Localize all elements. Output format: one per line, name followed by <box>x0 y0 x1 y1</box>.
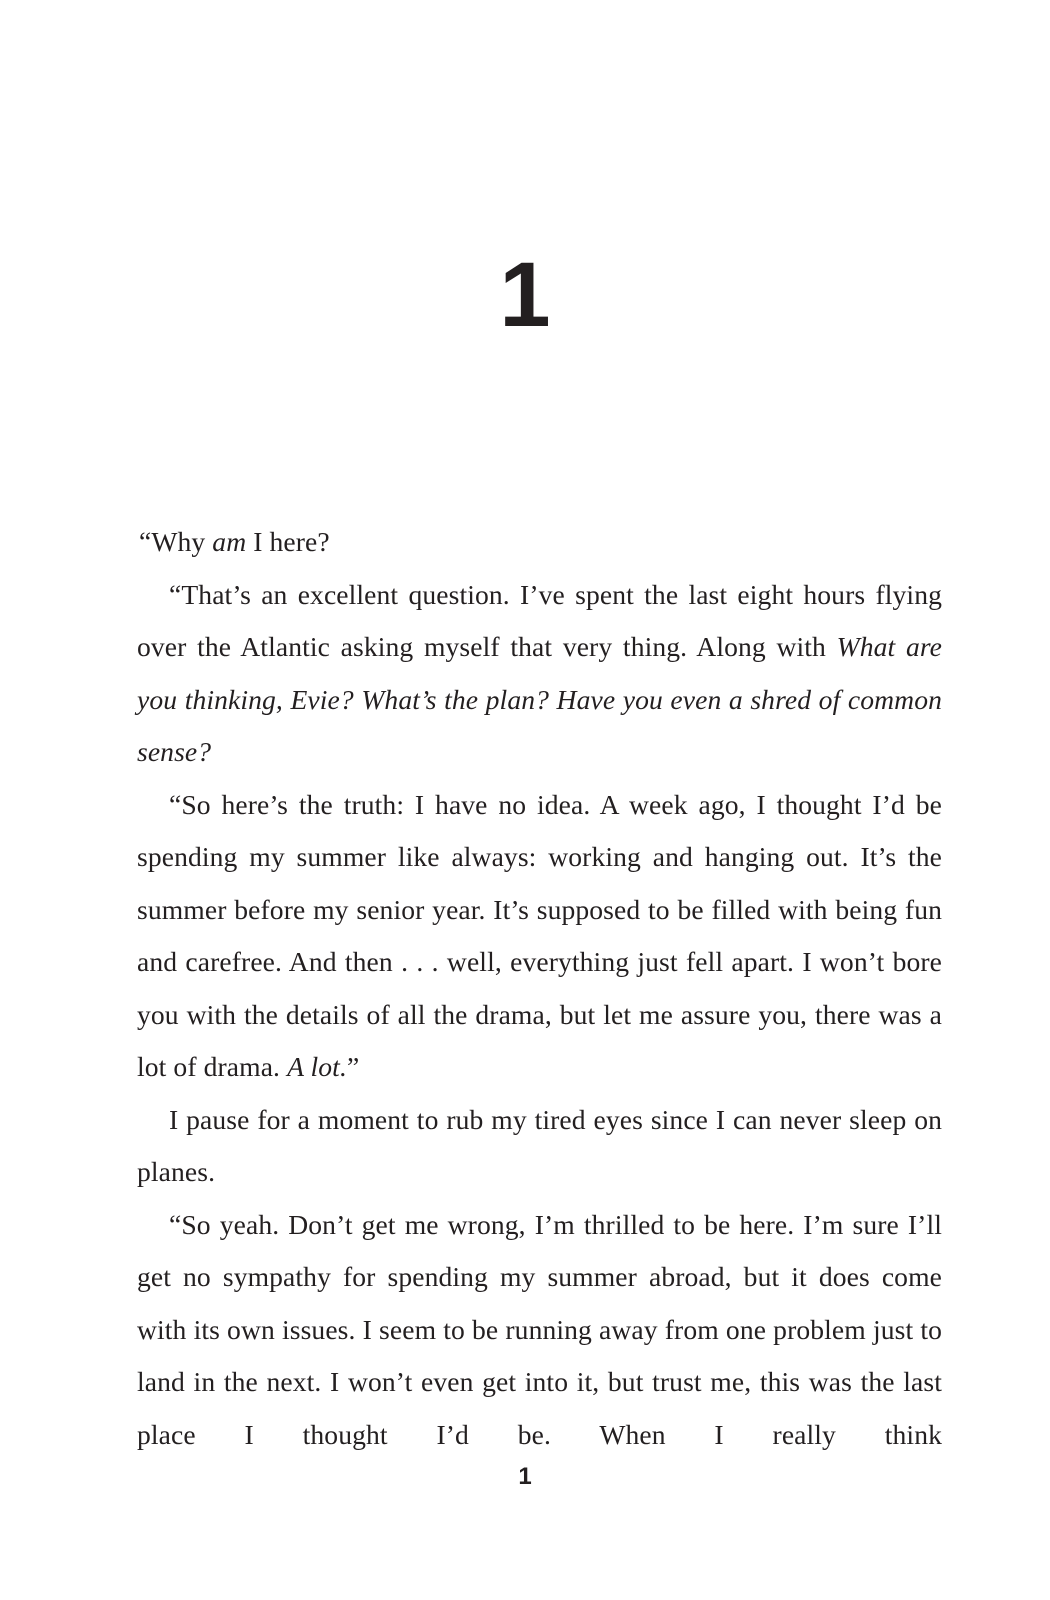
italic-text-run: am <box>212 526 247 557</box>
text-run: “So yeah. Don’t get me wrong, I’m thrilled to be here. I’m sure I’ll get no sympathy for spending my summer abroad, but it does come with its own issues. I seem to be running away from one problem just to land in the next. I won’t even get into it, but trust me, this was the last place I thought I’d be. When I really think <box>137 1208 942 1450</box>
paragraph <box>137 569 942 779</box>
paragraph <box>137 1199 942 1462</box>
text-run: ” <box>346 1051 360 1082</box>
text-run: “Why <box>139 526 213 557</box>
text-run: “That’s an excellent question. I’ve spent the last eight hours flying over the Atlantic asking myself that very thing. Along with <box>137 578 942 662</box>
paragraph <box>137 779 942 1094</box>
paragraph <box>137 516 942 569</box>
text-run: “So here’s the truth: I have no idea. A week ago, I thought I’d be spending my summer like always: working and hanging out. It’s the summer before my senior year. It’s supposed to be filled with being fun and carefree. And then . . . well, everything just fell apart. I won’t bore you with the details of all the drama, but let me assure you, there was a lot of drama. <box>137 788 942 1082</box>
italic-text-run: What are you thinking, Evie? What’s the plan? Have you even a shred of common sense? <box>137 631 943 767</box>
italic-text-run: A lot. <box>287 1051 347 1082</box>
page-number: 1 <box>518 1463 532 1490</box>
body-text <box>137 516 942 1461</box>
chapter-number: 1 <box>499 244 551 346</box>
text-run: I here? <box>246 526 330 557</box>
paragraph <box>137 1094 942 1199</box>
text-run: I pause for a moment to rub my tired eyes since I can never sleep on planes. <box>137 1103 942 1187</box>
